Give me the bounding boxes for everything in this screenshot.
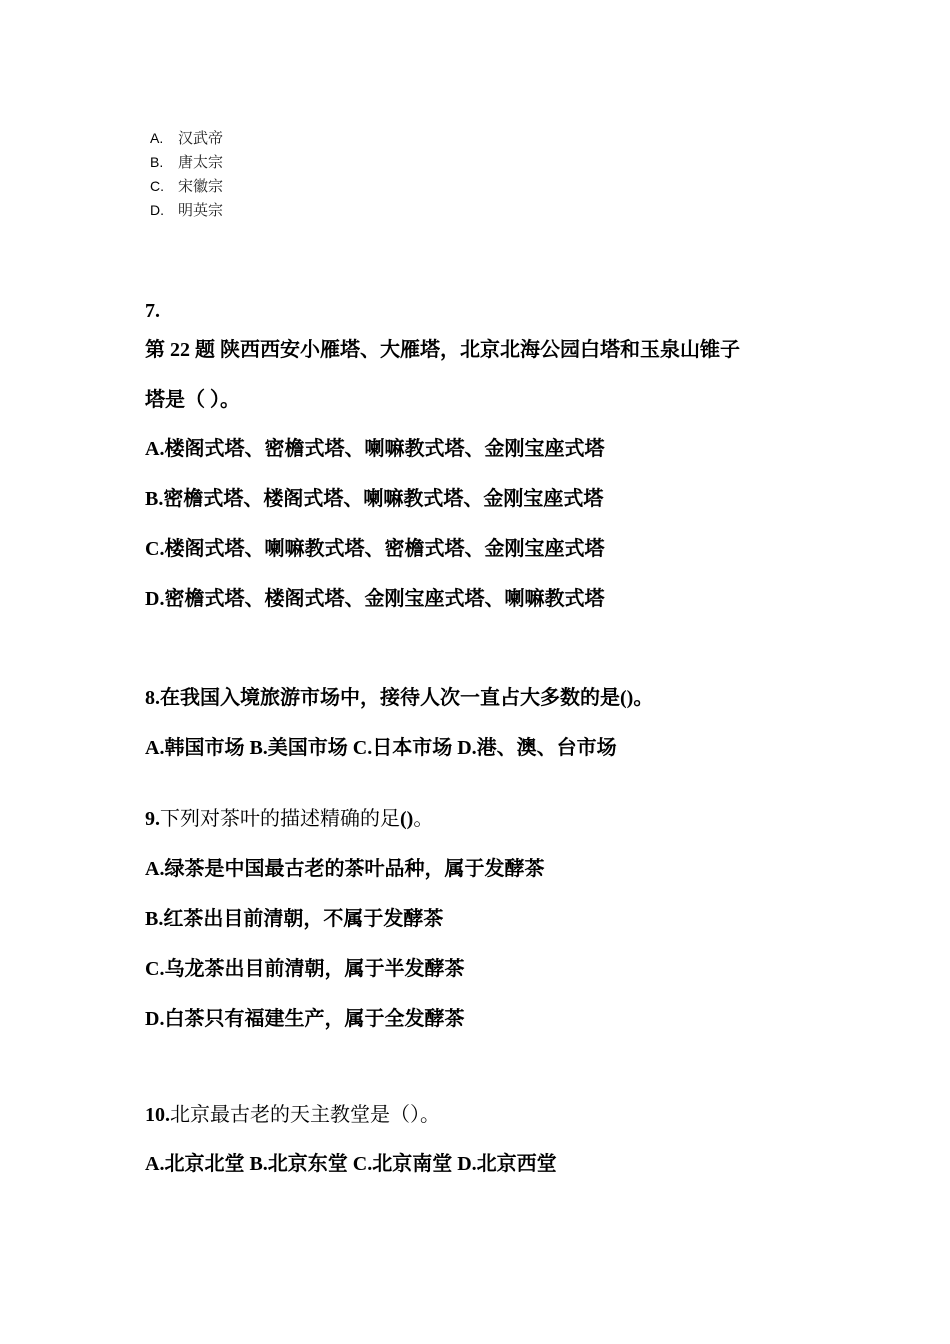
q8-options: A.韩国市场 B.美国市场 C.日本市场 D.港、澳、台市场 — [145, 737, 617, 759]
q9-number: 9. — [145, 808, 160, 830]
q7-option-b: B.密檐式塔、楼阁式塔、喇嘛教式塔、金刚宝座式塔 — [145, 488, 604, 510]
q9-option-a: A.绿茶是中国最古老的茶叶品种，属于发酵茶 — [145, 858, 545, 880]
q6-option-a: A. 汉武帝 — [150, 129, 224, 147]
q8-stem: 8.在我国入境旅游市场中，接待人次一直占大多数的是()。 — [145, 687, 654, 709]
question-6-options — [150, 126, 223, 222]
q7-option-c: C.楼阁式塔、喇嘛教式塔、密檐式塔、金刚宝座式塔 — [145, 538, 605, 560]
q10-number: 10. — [145, 1104, 170, 1126]
q7-option-a: A.楼阁式塔、密檐式塔、喇嘛教式塔、金刚宝座式塔 — [145, 438, 605, 460]
q7-number: 7. — [145, 300, 160, 322]
q6-option-c: C. 宋徽宗 — [150, 177, 224, 195]
q7-option-d: D.密檐式塔、楼阁式塔、金刚宝座式塔、喇嘛教式塔 — [145, 588, 605, 610]
q9-option-d: D.白茶只有福建生产，属于全发酵茶 — [145, 1008, 465, 1030]
q6-option-b: B. 唐太宗 — [150, 153, 224, 171]
q9-stem-tail: 。 — [413, 808, 434, 830]
q10-stem — [145, 1102, 440, 1128]
q10-stem-text: 北京最古老的天主教堂是（）。 — [170, 1104, 440, 1126]
q9-stem — [145, 806, 433, 832]
q9-stem-text: 下列对茶叶的描述精确的足 — [160, 808, 400, 830]
q9-option-c: C.乌龙茶出目前清朝，属于半发酵茶 — [145, 958, 465, 980]
q9-option-b: B.红茶出目前清朝，不属于发酵茶 — [145, 908, 444, 930]
q9-stem-paren: () — [400, 808, 414, 830]
q6-option-d: D. 明英宗 — [150, 201, 224, 219]
q7-stem-line1: 第 22 题 陕西西安小雁塔、大雁塔，北京北海公园白塔和玉泉山锥子 — [145, 339, 740, 361]
q10-options: A.北京北堂 B.北京东堂 C.北京南堂 D.北京西堂 — [145, 1153, 557, 1175]
q7-stem-line2: 塔是（ ）。 — [145, 389, 240, 411]
